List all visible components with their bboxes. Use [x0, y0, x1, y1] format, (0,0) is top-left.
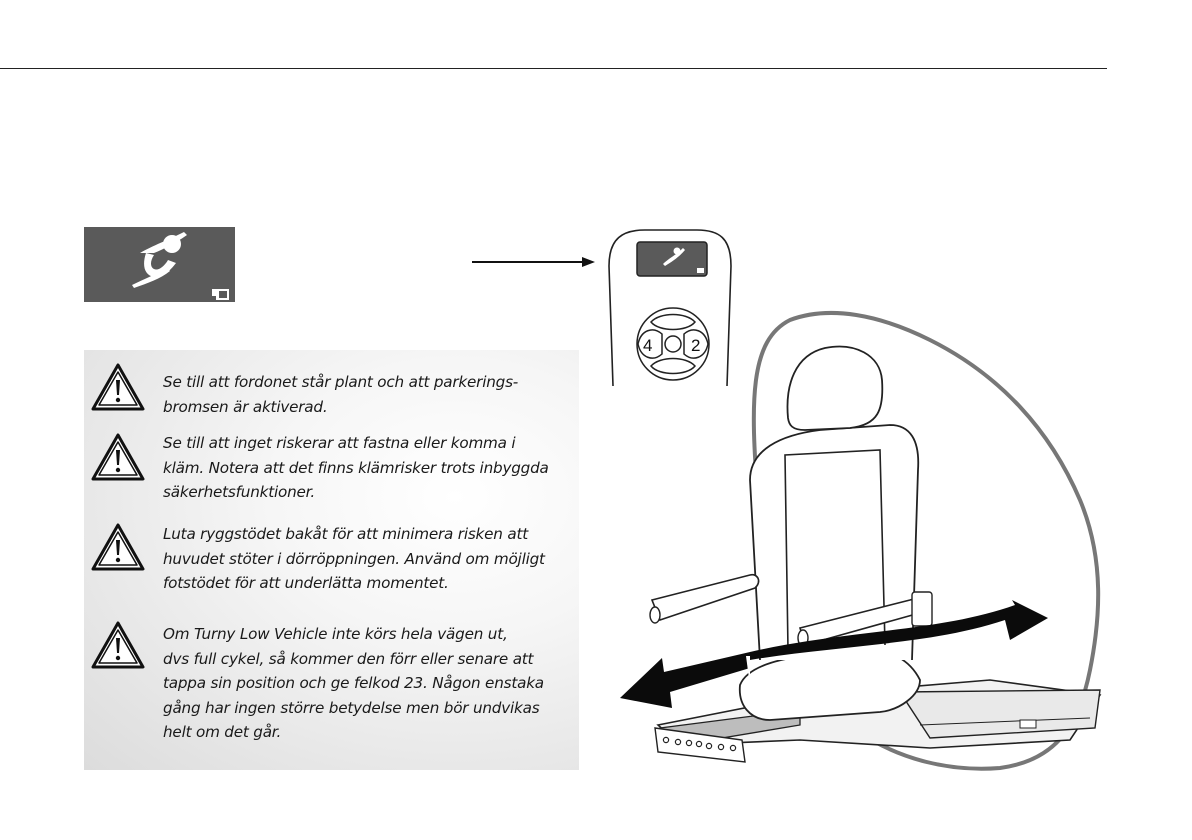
- warning-triangle-icon: [90, 362, 146, 412]
- remote-left-label: 4: [643, 336, 653, 355]
- warning-triangle-icon: [90, 522, 146, 572]
- display-symbol: [84, 227, 235, 302]
- arrow-right-icon: [472, 256, 597, 268]
- warning-text: Se till att fordonet står plant och att parkerings- bromsen är aktiverad.: [163, 373, 519, 416]
- seat-illustration: [600, 300, 1120, 780]
- remote-right-label: 2: [691, 336, 701, 355]
- header-rule: [0, 68, 1107, 69]
- warning-text: Om Turny Low Vehicle inte körs hela vägen ut, dvs full cykel, så kommer den förr eller senare att tappa sin position och ge felkod 23. Någon enstaka gång har ingen större betydelse men bör undvikas helt om det går.: [163, 625, 544, 741]
- seat-rotation-icon: [84, 227, 235, 302]
- warning-triangle-icon: [90, 620, 146, 670]
- warning-text: Luta ryggstödet bakåt för att minimera risken att huvudet stöter i dörröppningen. Använd om möjligt fotstödet för att underlätta momentet.: [163, 525, 545, 592]
- warning-triangle-icon: [90, 432, 146, 482]
- warning-text: Se till att inget riskerar att fastna eller komma i kläm. Notera att det finns klämrisker trots inbyggda säkerhetsfunktioner.: [163, 434, 549, 501]
- warning-panel: [84, 350, 579, 770]
